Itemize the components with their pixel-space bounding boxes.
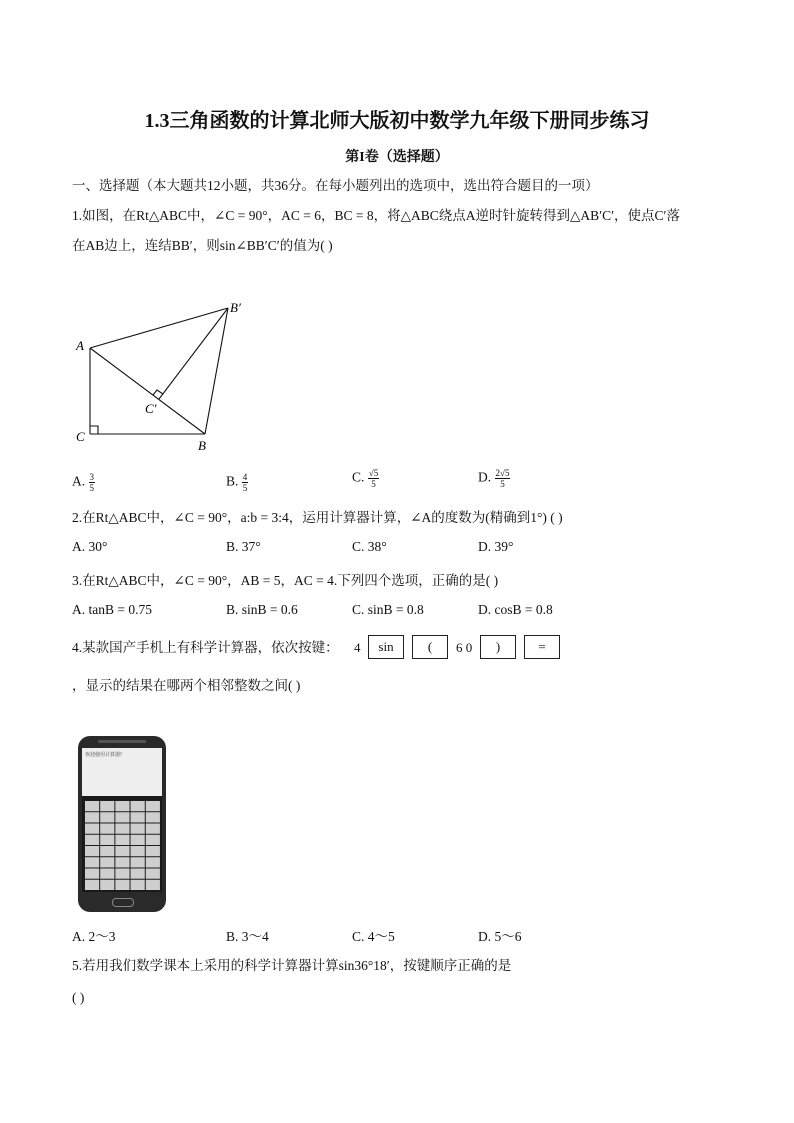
q4-key-equals: =: [524, 635, 560, 659]
q1-option-c: C. $\frac{√5}{5}$: [352, 468, 379, 489]
q1-text-line2: 在AB边上，连结BB′，则sin∠BB′C′的值为( ): [72, 238, 333, 253]
q3-text: 3.在Rt△ABC中，∠C = 90°，AB = 5，AC = 4.下列四个选项，正确的是( ): [72, 573, 499, 588]
phone-screen: [82, 748, 162, 892]
label-C: C: [76, 429, 85, 444]
q4-key-left-paren: (: [412, 635, 448, 659]
calculator-keypad: [84, 800, 160, 890]
section-heading: 一、选择题（本大题共12小题，共36分。在每小题列出的选项中，选出符合题目的一项）: [72, 178, 599, 193]
q5-text-line2: ( ): [72, 990, 85, 1005]
phone-home-button: [112, 898, 134, 907]
q4-option-c: C. 4～5: [352, 929, 395, 944]
page-title: 1.3三角函数的计算北师大版初中数学九年级下册同步练习: [144, 110, 650, 132]
phone-speaker: [98, 740, 146, 743]
q2-option-c: C. 38°: [352, 539, 387, 554]
label-C-prime: C′: [145, 401, 157, 416]
q4-option-a: A. 2～3: [72, 929, 116, 944]
q2-option-b: B. 37°: [226, 539, 261, 554]
calculator-display: [82, 748, 162, 796]
q2-option-a: A. 30°: [72, 539, 108, 554]
q4-option-b: B. 3～4: [226, 929, 269, 944]
q3-option-c: C. sinB = 0.8: [352, 602, 424, 617]
q5-text: 5.若用我们数学课本上采用的科学计算器计算sin36°18′，按键顺序正确的是: [72, 958, 512, 973]
q1-text-line1: 1.如图，在Rt△ABC中，∠C = 90°，AC = 6，BC = 8，将△ABC绕点A逆时针旋转得到△AB′C′，使点C′落: [72, 208, 680, 223]
q4-key-60-text: 6 0: [456, 640, 473, 655]
q2-text: 2.在Rt△ABC中，∠C = 90°，a:b = 3:4，运用计算器计算，∠A的度数为(精确到1°) ( ): [72, 510, 563, 525]
q3-option-b: B. sinB = 0.6: [226, 602, 298, 617]
q4-key-4-text: 4: [354, 640, 361, 655]
q4-option-d: D. 5～6: [478, 929, 522, 944]
q1-triangle-figure: [70, 295, 260, 455]
q1-option-b: B. $\frac{4}{5}$: [226, 472, 248, 493]
q2-option-d: D. 39°: [478, 539, 514, 554]
q4-text-line2: ，显示的结果在哪两个相邻整数之间( ): [72, 678, 301, 693]
q4-key-sin: sin: [368, 635, 404, 659]
label-B: B: [198, 438, 206, 453]
volume-subtitle: 第I卷（选择题）: [345, 150, 449, 165]
q3-option-a: A. tanB = 0.75: [72, 602, 152, 617]
q1-option-a: A. $\frac{3}{5}$: [72, 472, 94, 493]
q3-option-d: D. cosB = 0.8: [478, 602, 553, 617]
q1-option-d: D. $\frac{2√5}{5}$: [478, 468, 510, 489]
label-A: A: [76, 338, 84, 353]
phone-image: [78, 736, 166, 912]
q4-text: 4.某款国产手机上有科学计算器，依次按键：: [72, 640, 339, 655]
q4-key-right-paren: ): [480, 635, 516, 659]
calculator-banner: 欢迎使用计算器!: [85, 752, 123, 758]
label-B-prime: B′: [230, 300, 241, 315]
